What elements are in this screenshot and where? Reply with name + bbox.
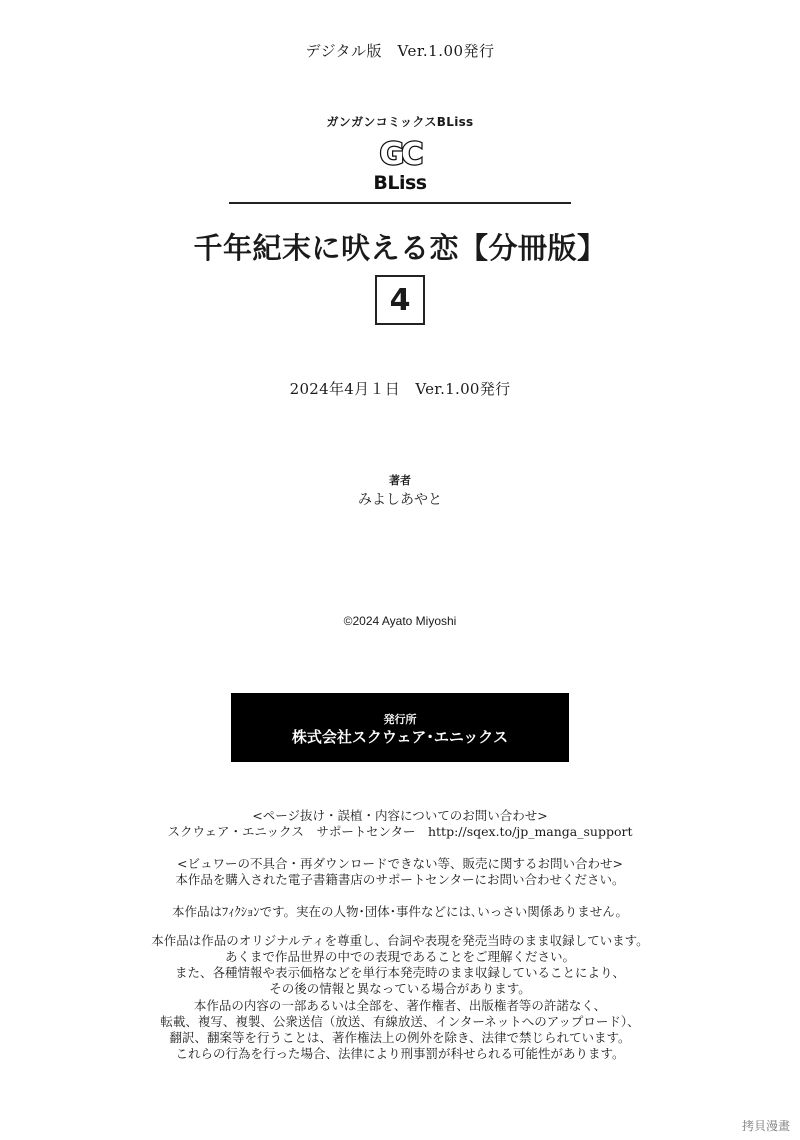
book-title: 千年紀末に吠える恋【分冊版】	[193, 231, 607, 265]
volume-number-box	[375, 275, 425, 325]
originality-line: あくまで作品世界の中での表現であることをご理解ください。	[224, 949, 575, 964]
fiction-notice: 本作品はﾌｨｸｼｮﾝです。実在の人物･団体･事件などには､いっさい関係ありません。	[171, 904, 628, 919]
publisher-name: 株式会社スクウェア･エニックス	[291, 728, 509, 746]
support-heading: <ページ抜け・誤植・内容についてのお問い合わせ>	[252, 808, 548, 823]
viewer-notice	[0, 856, 800, 888]
gc-bliss-logo	[364, 136, 436, 192]
originality-line: その後の情報と異なっている場合があります。	[269, 981, 531, 996]
rights-line: 本作品の内容の一部あるいは全部を、著作権者、出版権者等の許諾なく、	[193, 998, 607, 1013]
originality-line: 本作品は作品のオリジナルティを尊重し、台詞や表現を発売当時のまま収録しています。	[151, 933, 649, 948]
originality-notice	[0, 933, 800, 997]
author-label: 著者	[389, 474, 411, 487]
imprint-name: ガンガンコミックスBLiss	[326, 115, 474, 129]
logo-bliss-text: BLiss	[373, 172, 427, 192]
publisher-box	[231, 693, 569, 762]
copyright-rights-notice	[0, 998, 800, 1062]
volume-number: 4	[389, 282, 411, 318]
publisher-label: 発行所	[383, 713, 417, 726]
logo-gc-text: GC	[379, 137, 421, 172]
originality-line: また、各種情報や表示価格などを単行本発売時のまま収録していることにより、	[174, 965, 625, 980]
digital-edition-line: デジタル版 Ver.1.00発行	[305, 42, 495, 60]
viewer-contact-line: 本作品を購入された電子書籍書店のサポートセンターにお問い合わせください。	[175, 872, 625, 887]
support-notice	[0, 808, 800, 840]
rights-line: これらの行為を行った場合、法律により刑事罰が科せられる可能性があります。	[175, 1046, 625, 1061]
support-contact-line: スクウェア・エニックス サポートセンター http://sqex.to/jp_manga_support	[167, 824, 633, 839]
rights-line: 転載、複写、複製、公衆送信（放送、有線放送、インターネットへのアップロード）、	[160, 1014, 640, 1029]
copyright-notice: ©2024 Ayato Miyoshi	[343, 614, 457, 628]
rights-line: 翻訳、翻案等を行うことは、著作権法上の例外を除き、法律で禁じられています。	[169, 1030, 631, 1045]
title-divider	[229, 202, 571, 204]
author-name: みよしあやと	[358, 492, 442, 508]
publication-date-line: 2024年4月１日 Ver.1.00発行	[289, 380, 511, 398]
viewer-heading: <ビュワーの不具合・再ダウンロードできない等、販売に関するお問い合わせ>	[177, 856, 623, 871]
site-watermark: 拷貝漫畫	[741, 1119, 790, 1133]
